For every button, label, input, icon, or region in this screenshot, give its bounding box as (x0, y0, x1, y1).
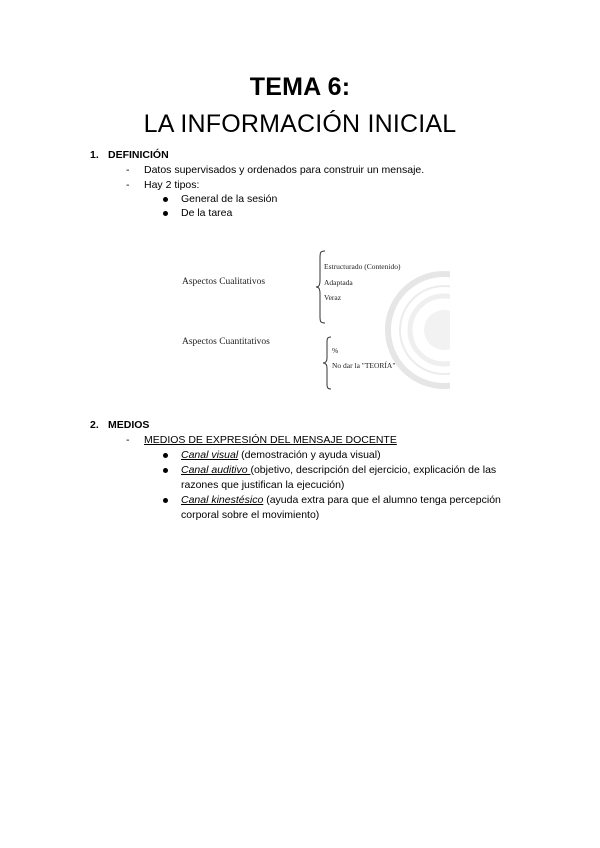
quantitative-aspects-label: Aspectos Cuantitativos (182, 337, 270, 347)
list-item-text: General de la sesión (181, 193, 278, 205)
list-item (163, 206, 523, 221)
channel-name: Canal visual (181, 449, 239, 461)
list-item (163, 192, 523, 207)
list-item-text: Datos supervisados y ordenados para construir un mensaje. (144, 164, 425, 176)
section-title: DEFINICIÓN (108, 149, 169, 161)
page-title: TEMA 6: (249, 73, 351, 101)
dash-marker: - (126, 434, 130, 446)
section-number: 2. (90, 419, 99, 431)
list-item (126, 434, 397, 446)
channel-text (181, 448, 523, 463)
qualitative-item: Veraz (324, 293, 342, 302)
list-item (163, 448, 523, 463)
quantitative-item: % (332, 346, 339, 355)
channel-description: (demostración y ayuda visual) (238, 449, 381, 461)
bullet-icon (163, 453, 168, 458)
section-title: MEDIOS (108, 419, 150, 431)
subsection-title: MEDIOS DE EXPRESIÓN DEL MENSAJE DOCENTE (144, 434, 397, 446)
list-item (126, 164, 424, 176)
list-item-text: Hay 2 tipos: (144, 179, 200, 191)
channel-text (181, 493, 523, 523)
section-definicion-heading (90, 149, 169, 161)
quantitative-item: No dar la "TEORÍA" (332, 361, 396, 370)
section-number: 1. (90, 149, 99, 161)
university-seal-watermark (384, 258, 450, 408)
list-item-text: De la tarea (181, 207, 233, 219)
qualitative-aspects-label: Aspectos Cualitativos (182, 277, 266, 287)
qualitative-item: Adaptada (324, 278, 353, 287)
channel-description: (objetivo, descripción del ejercicio, explicación de las razones que justifican la ejecución) (181, 464, 497, 491)
list-item (163, 463, 523, 493)
channel-name: Canal kinestésico (181, 494, 264, 506)
channel-description: (ayuda extra para que el alumno tenga percepción corporal sobre el movimiento) (181, 494, 501, 521)
channel-text (181, 463, 523, 493)
bullet-icon (163, 211, 168, 216)
section-medios-heading (90, 419, 149, 431)
list-item (126, 179, 199, 191)
channel-name: Canal auditivo (181, 464, 251, 476)
page-subtitle: LA INFORMACIÓN INICIAL (143, 110, 457, 138)
qualitative-item: Estructurado (Contenido) (324, 262, 401, 271)
bullet-icon (163, 468, 168, 473)
bullet-icon (163, 498, 168, 503)
bullet-icon (163, 197, 168, 202)
dash-marker: - (126, 179, 130, 191)
list-item (163, 493, 523, 523)
brace-icon (322, 336, 332, 390)
dash-marker: - (126, 164, 130, 176)
